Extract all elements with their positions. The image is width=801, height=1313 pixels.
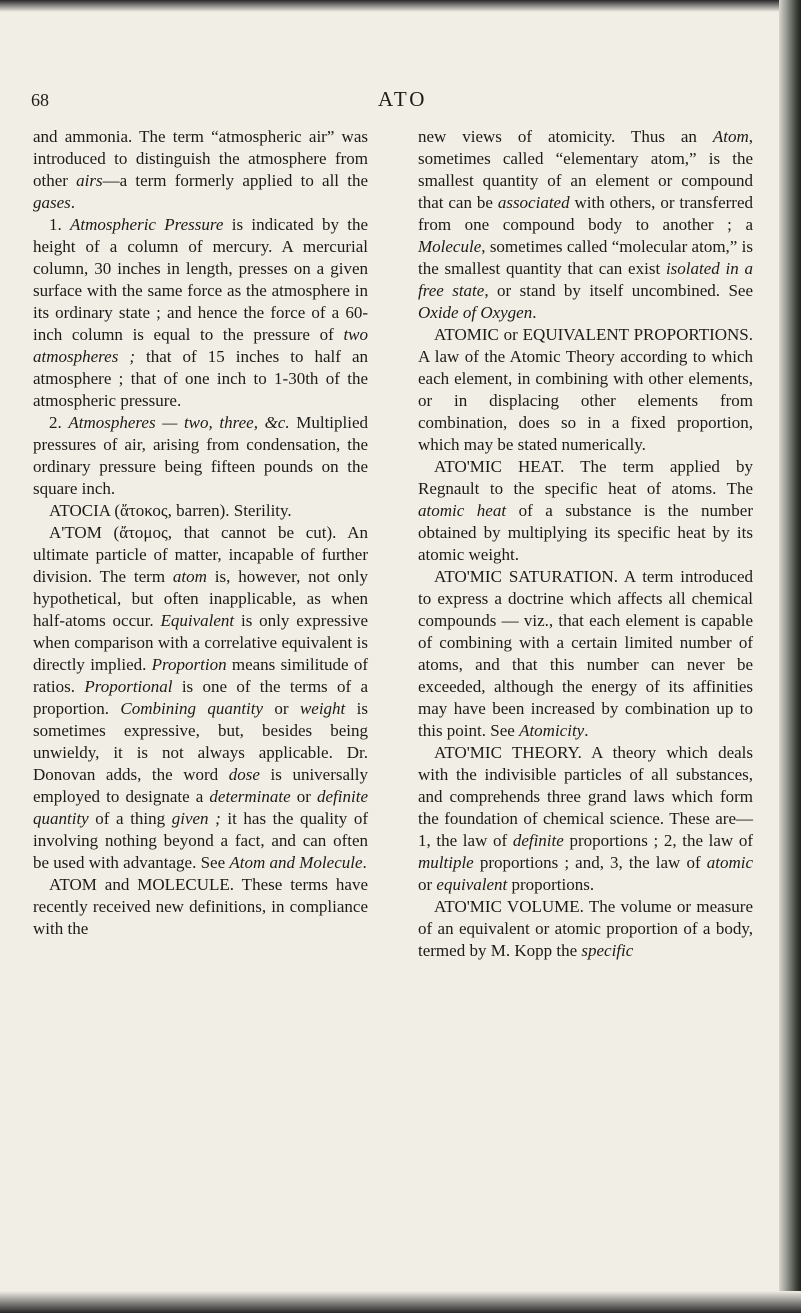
italic-text: weight	[299, 699, 346, 718]
text-run: proportions ; and, 3, the law of	[473, 853, 707, 872]
italic-text: Proportional	[84, 677, 173, 696]
italic-text: specific	[581, 941, 634, 960]
italic-text: Atom	[712, 127, 749, 146]
left-column	[33, 126, 368, 940]
paragraph	[418, 896, 753, 962]
text-run: or	[290, 787, 317, 806]
text-run: ATOM and MOLECULE. These terms have recently received new definitions, in compliance with the	[33, 875, 368, 938]
text-run: that of 15 inches to half an atmosphere ; that of one inch to 1-30th of the atmospheric pressure.	[33, 347, 368, 410]
text-run: proportions ; 2, the law of	[563, 831, 753, 850]
text-run: is one of the terms of a proportion.	[33, 677, 368, 718]
text-run: —a term formerly applied to all the	[102, 171, 368, 190]
paragraph	[33, 214, 368, 412]
text-run: of a thing	[88, 809, 172, 828]
text-run: ATOMIC or EQUIVALENT PROPORTIONS. A law of the Atomic Theory according to which each element, in combining with other elements, or in displacing other elements from combination, does so in a fixed proportion, which may be stated numerically.	[418, 325, 753, 454]
italic-text: gases	[33, 193, 71, 212]
text-run: ATO'MIC THEORY. A theory which deals with the indivisible particles of all substances, and comprehends three grand laws which form the foundation of chemical science. These are—1, the law of	[418, 743, 753, 850]
italic-text: Combining quantity	[120, 699, 264, 718]
text-run: and ammonia. The term “atmospheric air” was introduced to distinguish the atmosphere from other	[33, 127, 368, 190]
text-run: new views of atomicity. Thus an	[418, 127, 713, 146]
italic-text: associated	[497, 193, 570, 212]
text-run: is indicated by the height of a column of mercury. A mercurial column, 30 inches in length, presses on a given surface with the same force as the atmosphere in its ordinary state ; and hence the force of a 60-inch column is equal to the pressure of	[33, 215, 369, 344]
text-run: .	[584, 721, 589, 740]
running-head: ATO	[378, 87, 428, 111]
italic-text: atom	[172, 567, 207, 586]
text-run: 2.	[49, 413, 69, 432]
italic-text: Oxide of Oxygen	[418, 303, 533, 322]
text-run: ATO'MIC HEAT. The term applied by Regnault to the specific heat of atoms. The	[418, 457, 753, 498]
paragraph	[33, 522, 368, 874]
right-column	[418, 126, 753, 962]
text-run: with others, or transferred from one compound body to another ; a	[418, 193, 753, 234]
paragraph	[418, 566, 753, 742]
text-run: , sometimes called “molecular atom,” is the smallest quantity that can exist	[418, 237, 753, 278]
italic-text: determinate	[209, 787, 291, 806]
italic-text: Atmospheric Pressure	[70, 215, 224, 234]
italic-text: Atomicity	[519, 721, 585, 740]
text-run: means similitude of ratios.	[33, 655, 369, 696]
text-run: ATOCIA (ἄτοκος, barren). Sterility.	[49, 501, 292, 520]
page-number: 68	[31, 90, 49, 110]
italic-text: atomic	[706, 853, 753, 872]
text-run: A'TOM (ἄτομος, that cannot be cut). An ultimate particle of matter, incapable of further division. The term	[33, 523, 368, 586]
text-run: is universally employed to designate a	[33, 765, 368, 806]
paragraph	[33, 874, 368, 940]
italic-text: two atmospheres ;	[33, 325, 368, 366]
text-run: .	[362, 853, 367, 872]
italic-text: Proportion	[151, 655, 227, 674]
text-run: ATO'MIC VOLUME. The volume or measure of an equivalent or atomic proportion of a body, termed by M. Kopp the	[418, 897, 753, 960]
text-run: it has the quality of involving nothing beyond a fact, and can often be used with advantage. See	[33, 809, 369, 872]
italic-text: dose	[228, 765, 260, 784]
paragraph	[33, 126, 368, 214]
italic-text: given ;	[171, 809, 221, 828]
italic-text: equivalent	[436, 875, 508, 894]
text-run: 1.	[49, 215, 71, 234]
text-run: , or stand by itself uncombined. See	[484, 281, 754, 300]
text-run: is only expressive when comparison with a correlative equivalent is directly implied.	[33, 611, 368, 674]
text-run: .	[70, 193, 76, 212]
italic-text: definite quantity	[33, 787, 368, 828]
text-run: , sometimes called “elementary atom,” is the smallest quantity of an element or compound that can be	[418, 127, 753, 212]
paragraph	[418, 456, 753, 566]
bottom-edge-shadow	[0, 1291, 801, 1313]
italic-text: Atom and Molecule	[229, 853, 363, 872]
book-binding-edge	[779, 0, 801, 1313]
italic-text: multiple	[418, 853, 474, 872]
italic-text: Equivalent	[160, 611, 235, 630]
paragraph	[418, 126, 753, 324]
text-run: proportions.	[507, 875, 595, 894]
paragraph	[33, 500, 368, 522]
italic-text: airs	[76, 171, 103, 190]
text-run: or	[418, 875, 437, 894]
text-run: of a substance is the number obtained by multiplying its specific heat by its atomic weight.	[418, 501, 753, 564]
italic-text: Molecule	[418, 237, 482, 256]
italic-text: definite	[512, 831, 564, 850]
italic-text: atomic heat	[418, 501, 507, 520]
text-run: is, however, not only hypothetical, but often inapplicable, as when half-atoms occur.	[33, 567, 368, 630]
paragraph	[418, 742, 753, 896]
paragraph	[418, 324, 753, 456]
text-run: or	[263, 699, 300, 718]
paragraph	[33, 412, 368, 500]
text-run: Multiplied pressures of air, arising from condensation, the ordinary pressure being fifteen pounds on the square inch.	[33, 413, 369, 498]
italic-text: isolated in a free state	[418, 259, 754, 300]
text-run: is sometimes expressive, but, besides being unwieldy, it is not always applicable. Dr. Donovan adds, the word	[33, 699, 369, 784]
text-run: .	[532, 303, 537, 322]
top-edge-shadow	[0, 0, 801, 12]
italic-text: Atmospheres — two, three, &c.	[68, 413, 290, 432]
text-run: ATO'MIC SATURATION. A term introduced to express a doctrine which affects all chemical compounds — viz., that each element is capable of combining with a certain limited number of atoms, and that this number can never be exceeded, although the energy of its affinities may have been increased by combination up to this point. See	[418, 567, 753, 740]
